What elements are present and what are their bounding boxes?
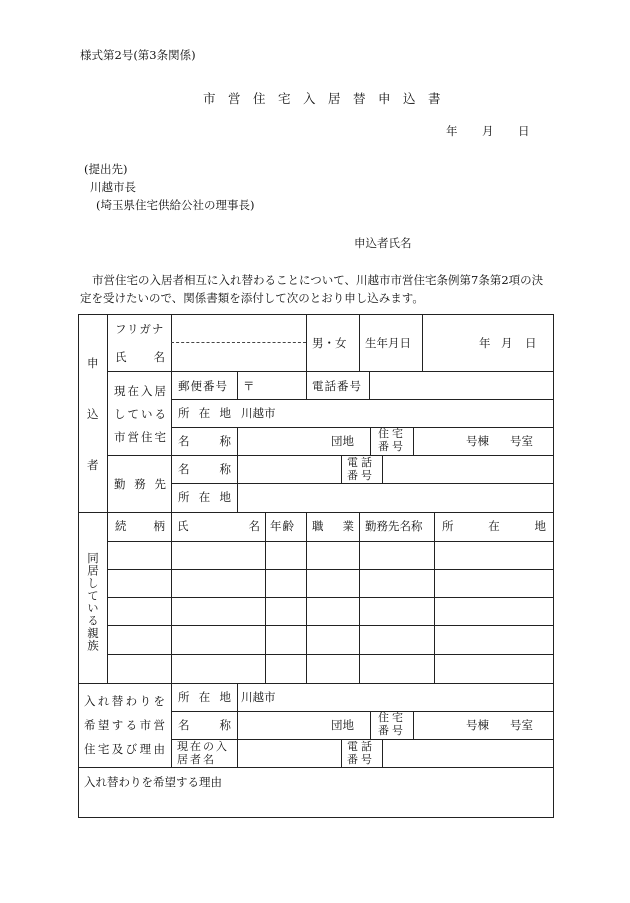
addressee-mayor: 川越市長 bbox=[90, 180, 136, 194]
birth-month-label: 月 bbox=[501, 336, 513, 350]
sex-label: 男・女 bbox=[312, 336, 347, 350]
workplace-location-label: 所 在 地 bbox=[178, 490, 231, 504]
applicant-side-2: 込 bbox=[87, 407, 99, 421]
applicant-name-label: 申込者氏名 bbox=[354, 236, 412, 250]
room-label: 号室 bbox=[510, 434, 533, 448]
desired-label-1: 入 れ 替 わ り を bbox=[84, 694, 165, 708]
desired-bango2-label: 番号 bbox=[347, 753, 375, 766]
workplace-denwa-label: 電話 bbox=[347, 456, 375, 469]
addressee-corporation: (埼玉県住宅供給公社の理事長) bbox=[96, 198, 255, 212]
current-residence-label-1: 現 在 入 居 bbox=[114, 384, 166, 398]
applicant-side-3: 者 bbox=[87, 458, 99, 472]
intro-line-2: 定を受けたいので、関係書類を添付して次のとおり申し込みます。 bbox=[80, 291, 424, 305]
desired-room-label: 号室 bbox=[510, 718, 533, 732]
location-label: 所 在 地 bbox=[178, 406, 231, 420]
intro-line-1: 市営住宅の入居者相互に入れ替わることについて、川越市市営住宅条例第7条第2項の決 bbox=[92, 273, 544, 287]
form-title: 市営住宅入居替申込書 bbox=[203, 91, 454, 106]
date-year-label: 年 bbox=[446, 124, 458, 138]
bango-label: 番号 bbox=[378, 440, 406, 453]
desired-meisho-label: 名 称 bbox=[178, 718, 231, 732]
current-resident-label-1: 現在の入 bbox=[177, 740, 229, 753]
submit-to-label: (提出先) bbox=[84, 162, 128, 176]
postal-code-label: 郵便番号 bbox=[178, 379, 228, 393]
desired-city: 川越市 bbox=[241, 690, 276, 704]
workplace-name-header: 勤務先名称 bbox=[365, 519, 423, 533]
location-city: 川越市 bbox=[241, 406, 276, 420]
postal-mark: 〒 bbox=[243, 379, 255, 393]
building-label: 号棟 bbox=[466, 434, 489, 448]
date-month-label: 月 bbox=[482, 124, 494, 138]
workplace-label: 勤 務 先 bbox=[114, 477, 166, 491]
current-residence-label-2: し て い る bbox=[114, 407, 166, 421]
family-side-label: 同居している親族 bbox=[86, 552, 100, 652]
workplace-meisho-label: 名 称 bbox=[178, 462, 231, 476]
desired-building-label: 号棟 bbox=[466, 718, 489, 732]
desired-jutaku-label: 住宅 bbox=[378, 711, 406, 724]
name-label: 氏 名 bbox=[115, 350, 165, 364]
form-number: 様式第2号(第3条関係) bbox=[80, 48, 196, 62]
jutaku-label: 住宅 bbox=[378, 427, 406, 440]
applicant-side-1: 申 bbox=[87, 356, 99, 370]
date-day-label: 日 bbox=[518, 124, 530, 138]
furigana-label: フリガナ bbox=[115, 322, 165, 336]
birth-day-label: 日 bbox=[525, 336, 537, 350]
birth-date-label: 生年月日 bbox=[365, 336, 411, 350]
desired-danchi-label: 団地 bbox=[331, 718, 354, 732]
desired-label-2: 希 望 す る 市 営 bbox=[84, 718, 165, 732]
workplace-bango-label: 番号 bbox=[347, 469, 375, 482]
desired-bango-label: 番号 bbox=[378, 724, 406, 737]
reason-label: 入れ替わりを希望する理由 bbox=[84, 775, 222, 789]
family-name-header: 氏 名 bbox=[177, 519, 260, 533]
birth-year-label: 年 bbox=[479, 336, 491, 350]
phone-label: 電話番号 bbox=[312, 379, 362, 393]
age-header: 年齢 bbox=[270, 519, 295, 533]
current-residence-label-3: 市 営 住 宅 bbox=[114, 430, 166, 444]
current-resident-label-2: 居者名 bbox=[177, 753, 216, 766]
desired-location-label: 所 在 地 bbox=[178, 690, 231, 704]
desired-label-3: 住 宅 及 び 理 由 bbox=[84, 742, 165, 756]
relation-header: 続 柄 bbox=[115, 519, 165, 533]
occupation-header: 職 業 bbox=[312, 519, 354, 533]
danchi-label: 団地 bbox=[331, 434, 354, 448]
meisho-label: 名 称 bbox=[178, 434, 231, 448]
desired-denwa-label: 電話 bbox=[347, 740, 375, 753]
address-header: 所 在 地 bbox=[442, 519, 546, 533]
